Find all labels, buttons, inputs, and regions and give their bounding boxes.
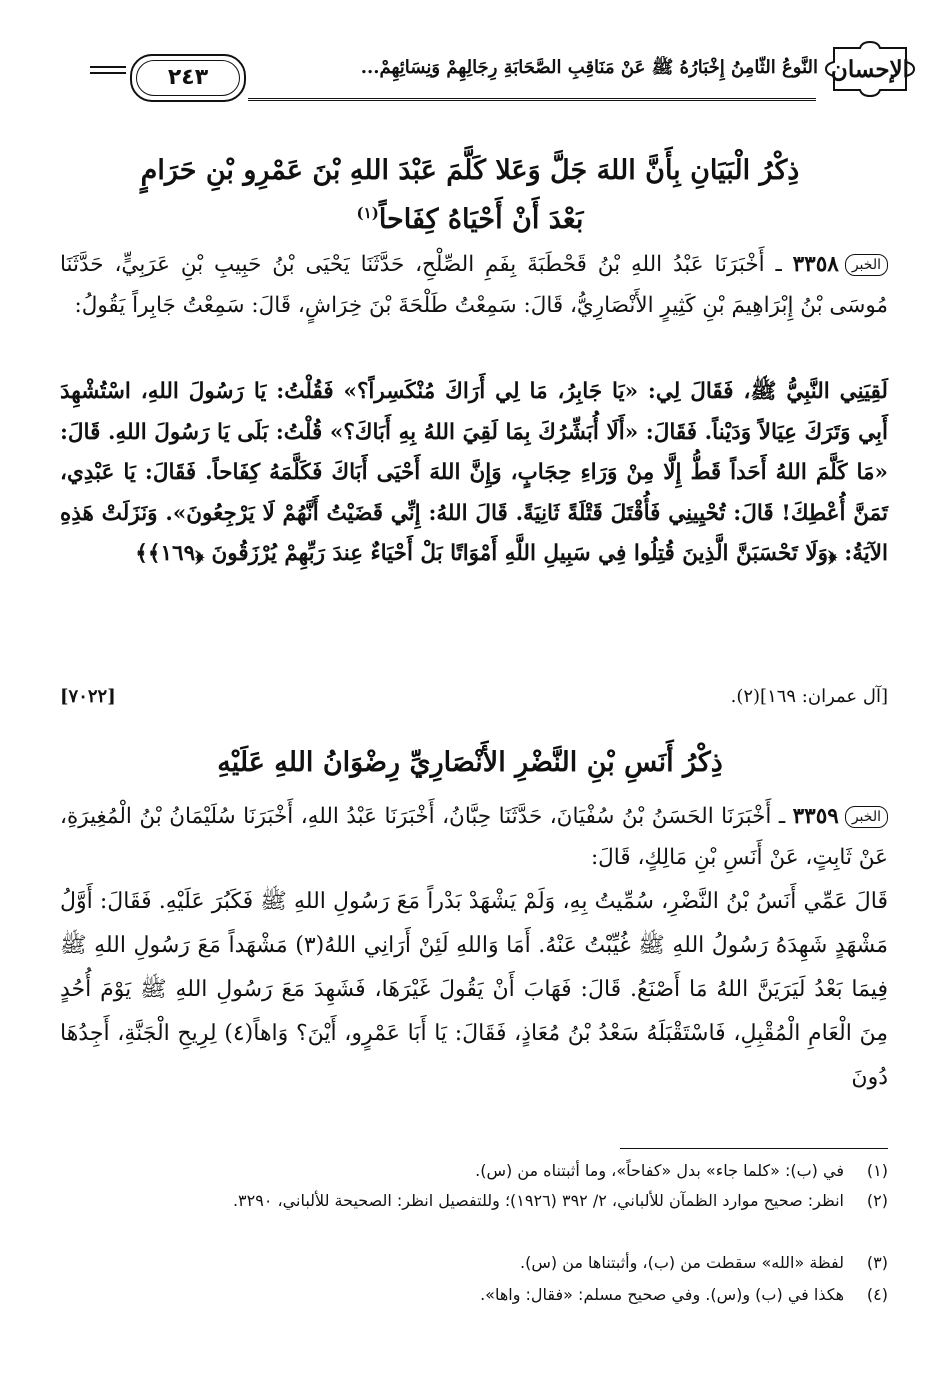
isnad-text: ـ أَخْبَرَنَا الحَسَنُ بْنُ سُفْيَانَ، حَدَّثَنَا حِبَّانُ، أَخْبَرَنَا عَبْدُ اللهِ، أَخْبَرَنَا سُلَيْمَانُ بْنُ الْمُغِيرَةِ، عَنْ ثَابِتٍ، عَنْ أَنَسِ بْنِ مَالِكٍ، قَالَ: bbox=[60, 804, 888, 870]
header-rule bbox=[248, 98, 816, 101]
hadith-3358-matn: لَقِيَنِي النَّبِيُّ ﷺ، فَقَالَ لِي: «يَا جَابِرُ، مَا لِي أَرَاكَ مُنْكَسِراً؟» فَقُلْتُ: يَا رَسُولَ اللهِ، اسْتُشْهِدَ أَبِي وَتَرَكَ عِيَالاً وَدَيْناً. فَقَالَ: «أَلَا أُبَشِّرُكَ بِمَا لَقِيَ اللهُ بِهِ أَبَاكَ؟» قُلْتُ: بَلَى يَا رَسُولَ اللهِ. قَالَ: «مَا كَلَّمَ اللهُ أَحَداً قَطُّ إِلَّا مِنْ وَرَاءِ حِجَابٍ، وَإِنَّ اللهَ أَحْيَى أَبَاكَ فَكَلَّمَهُ كِفَاحاً. فَقَالَ: يَا عَبْدِي، تَمَنَّ أُعْطِكَ! قَالَ: تُحْيِينِي فَأُقْتَلَ قَتْلَةً ثَانِيَةً. قَالَ اللهُ: إِنِّي قَضَيْتُ أَنَّهُمْ لَا يَرْجِعُونَ». وَنَزَلَتْ هَذِهِ الآيَةُ: ﴿وَلَا تَحْسَبَنَّ الَّذِينَ قُتِلُوا فِي سَبِيلِ اللَّهِ أَمْوَاتًا بَلْ أَحْيَاءٌ عِندَ رَبِّهِمْ يُرْزَقُونَ ﴿١٦٩﴾﴾ bbox=[60, 379, 888, 566]
section-heading-1-line1: ذِكْرُ الْبَيَانِ بِأَنَّ اللهَ جَلَّ وَعَلا كَلَّمَ عَبْدَ اللهِ بْنَ عَمْرِو بْنِ حَرَامٍ bbox=[140, 155, 800, 186]
running-header bbox=[90, 40, 916, 100]
hadith-reference: [٧٠٢٢] bbox=[60, 686, 116, 707]
running-title: النَّوعُ الثَّامِنُ إِخْبَارُهُ ﷺ عَنْ مَنَاقِبِ الصَّحَابَةِ رِجَالِهِمْ وَنِسَائِهِمْ... bbox=[360, 57, 818, 78]
khabar-badge-icon: الخبر bbox=[845, 806, 888, 828]
hadith-3358-isnad bbox=[60, 245, 888, 326]
page-number-box bbox=[130, 54, 246, 102]
section-heading-2: ذِكْرُ أَنَسِ بْنِ النَّضْرِ الأَنْصَارِيِّ رِضْوَانُ اللهِ عَلَيْهِ bbox=[217, 747, 723, 778]
citation-line bbox=[60, 682, 888, 712]
footnote-3: (٣)لفظة «الله» سقطت من (ب)، وأثبتناها من (س). bbox=[520, 1253, 888, 1272]
quran-citation: [آل عمران: ١٦٩](٢). bbox=[730, 686, 888, 707]
section-heading-1-line2: بَعْدَ أَنْ أَحْيَاهُ كِفَاحاً$^{(١)}$ bbox=[356, 204, 584, 235]
header-ornament-lines bbox=[90, 66, 126, 78]
hadith-number: ٣٣٥٩ bbox=[792, 804, 839, 829]
khabar-badge-icon: الخبر bbox=[845, 254, 888, 276]
page-number: ٢٤٣ bbox=[167, 65, 209, 90]
hadith-3359-isnad bbox=[60, 797, 888, 878]
footnote-4: (٤)هكذا في (ب) و(س). وفي صحيح مسلم: «فقال: واها». bbox=[480, 1285, 888, 1304]
badge-label: الإحسان bbox=[830, 56, 910, 83]
isnad-text: ـ أَخْبَرَنَا عَبْدُ اللهِ بْنُ قَحْطَبَةَ بِفَمِ الصِّلْحِ، حَدَّثَنَا يَحْيَى بْنُ حَبِيبِ بْنِ عَرَبِيٍّ، حَدَّثَنَا مُوسَى بْنُ إِبْرَاهِيمَ بْنِ كَثِيرٍ الأَنْصَارِيُّ، قَالَ: سَمِعْتُ طَلْحَةَ بْنَ خِرَاشٍ، قَالَ: سَمِعْتُ جَابِراً يَقُولُ: bbox=[60, 252, 888, 318]
footnote-separator bbox=[620, 1148, 888, 1149]
section-heading-1 bbox=[60, 150, 880, 241]
hadith-number: ٣٣٥٨ bbox=[792, 252, 839, 277]
footnote-1: (١)في (ب): «كلما جاء» بدل «كفاحاً»، وما أثبتناه من (س). bbox=[475, 1161, 888, 1180]
footnote-2: (٢)انظر: صحيح موارد الظمآن للألباني، ٢/ ٣٩٢ (١٩٢٦)؛ وللتفصيل انظر: الصحيحة للألباني، ٣٢٩٠. bbox=[232, 1191, 888, 1210]
heading-footnote-ref: (١) bbox=[356, 204, 379, 222]
hadith-3359-matn: قَالَ عَمِّي أَنَسُ بْنُ النَّضْرِ، سُمِّيتُ بِهِ، وَلَمْ يَشْهَدْ بَدْراً مَعَ رَسُولِ اللهِ ﷺ فَكَبُرَ عَلَيْهِ. فَقَالَ: أَوَّلُ مَشْهَدٍ شَهِدَهُ رَسُولُ اللهِ ﷺ غُيِّبْتُ عَنْهُ. أَمَا وَاللهِ لَئِنْ أَرَانِي اللهُ(٣) مَشْهَداً مَعَ رَسُولِ اللهِ ﷺ فِيمَا بَعْدُ لَيَرَيَنَّ اللهُ مَا أَصْنَعُ. قَالَ: فَهَابَ أَنْ يَقُولَ غَيْرَهَا، فَشَهِدَ مَعَ رَسُولِ اللهِ ﷺ يَوْمَ أُحُدٍ مِنَ الْعَامِ الْمُقْبِلِ، فَاسْتَقْبَلَهُ سَعْدُ بْنُ مُعَاذٍ، فَقَالَ: يَا أَبَا عَمْرٍو، أَيْنَ؟ وَاهاً(٤) لِرِيحِ الْجَنَّةِ، أَجِدُهَا دُونَ bbox=[60, 889, 889, 1090]
book-badge bbox=[824, 40, 916, 98]
